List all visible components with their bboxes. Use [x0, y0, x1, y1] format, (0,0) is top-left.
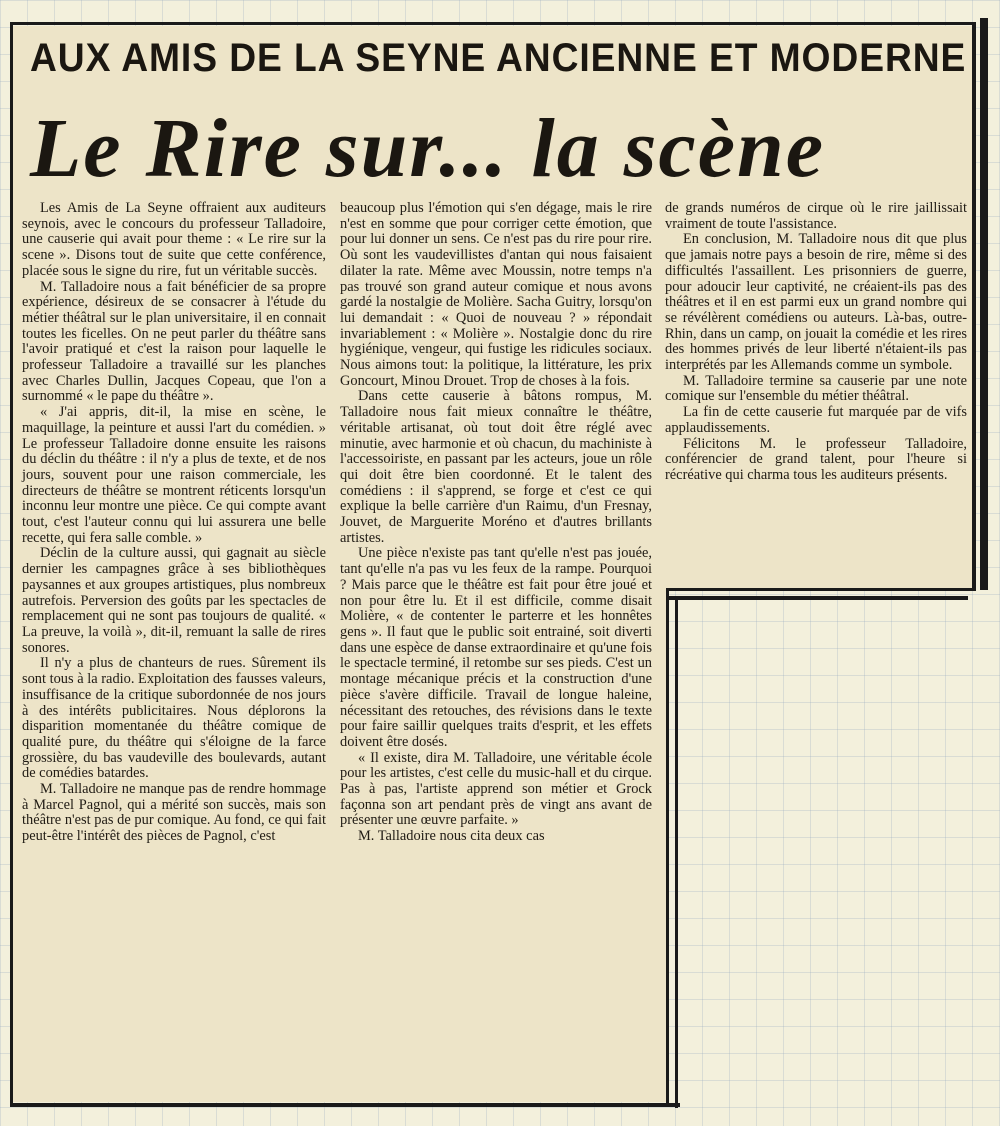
paragraph: Déclin de la culture aussi, qui gagnait au siècle dernier les campagnes grâce à ses bibliothèques paysannes et aux groupes artistiques, plus nombreux autrefois. Perversion des goûts par les spectacles de remplacement qui ne sont pas toujours de qualité. « La preuve, la voilà », dit-il, remuant la salle de rires sonores.: [22, 545, 326, 656]
paragraph: En conclusion, M. Talladoire nous dit que plus que jamais notre pays a besoin de rire, même si des difficultés l'assaillent. Les prisonniers de guerre, pour adoucir leur captivité, ne créaient-ils pas des théâtres et il en est parmi eux un grand nombre qui se révélèrent comédiens ou auteurs. Là-bas, outre-Rhin, dans un camp, on jouait la comédie et les rires des hommes privés de leur liberté n'étaient-ils pas interprétés par les Allemands comme un symbole.: [665, 231, 967, 374]
paragraph: M. Talladoire nous a fait bénéficier de sa propre expérience, désireux de se consacrer à l'étude du métier théâtral sur le plan universitaire, il en connait toutes les ficelles. On ne peut parler du théâtre sans l'avoir pratiqué et c'est la raison pour laquelle le professeur Talladoire a travaillé sur les planches avec Charles Dullin, Jacques Copeau, que l'on a surnommé « le pape du théâtre ».: [22, 278, 326, 405]
article-column-2: [340, 201, 652, 845]
border-rule: [980, 18, 988, 590]
article-kicker: AUX AMIS DE LA SEYNE ANCIENNE ET MODERNE: [30, 36, 967, 80]
paragraph: M. Talladoire termine sa causerie par une note comique sur l'ensemble du métier théâtral.: [665, 372, 967, 405]
paragraph: Il n'y a plus de chanteurs de rues. Sûrement ils sont tous à la radio. Exploitation des fausses valeurs, insuffisance de la critique subordonnée de nos jours à des intérêts publicitaires. Nous déplorons la disparition momentanée du théâtre comique de qualité pure, du théâtre qui s'éloigne de la farce grossière, du bas vaudeville des boulevards, autant de comédies batardes.: [22, 655, 326, 782]
article-headline: Le Rire sur... la scène: [30, 102, 825, 195]
paragraph: M. Talladoire nous cita deux cas: [358, 828, 545, 845]
paragraph: M. Talladoire ne manque pas de rendre hommage à Marcel Pagnol, qui a mérité son succès, mais son théâtre n'est pas de pur comique. Au fond, ce qui fait peut-être l'intérêt des pièces de Pagnol, c'est: [22, 781, 326, 845]
border-rule: [675, 598, 678, 1108]
border-rule: [10, 24, 13, 1106]
paragraph: Félicitons M. le professeur Talladoire, conférencier de grand talent, pour l'heure si récréative qui charma tous les auditeurs présents.: [665, 435, 967, 483]
paragraph: « J'ai appris, dit-il, la mise en scène, le maquillage, la peinture et aussi l'art du comédien. » Le professeur Talladoire donne ensuite les raisons du déclin du théâtre : il n'y a plus de texte, et de nos jours, souvent pour une raison commerciale, les directeurs de théâtre se montrent réticents lorsqu'un inconnu leur montre une pièce. Ce qui compte avant tout, c'est l'auteur connu qui lui assurera une belle recette, qui fera salle comble. »: [22, 404, 326, 546]
border-rule: [10, 22, 976, 25]
border-rule: [666, 588, 976, 591]
paragraph: Les Amis de La Seyne offraient aux auditeurs seynois, avec le concours du professeur Talladoire, une causerie qui avait pour theme : « Le rire sur la scene ». Disons tout de suite que cette conférence, placée sous le signe du rire, fut un véritable succès.: [22, 200, 326, 279]
border-rule: [666, 588, 669, 1106]
article-column-1: [22, 201, 326, 845]
border-rule: [972, 22, 976, 590]
border-rule: [668, 596, 968, 600]
paragraph: La fin de cette causerie fut marquée par de vifs applaudissements.: [665, 404, 967, 436]
article-column-3: [665, 201, 967, 484]
paragraph: beaucoup plus l'émotion qui s'en dégage, mais le rire n'est en somme que pour corriger cette émotion, que pour lui donner un sens. Ce n'est pas du rire pour rire. Où sont les vaudevillistes d'antan qui nous faisaient dilater la rate. Même avec Moussin, notre temps n'a pas trouvé son grand auteur comique et nous avons gardé la nostalgie de Molière. Sacha Guitry, lorsqu'on lui demandait : « Quoi de nouveau ? » répondait invariablement : « Molière ». Nostalgie donc du rire hygiénique, vengeur, qui fustige les ridicules sociaux. Nous aimons tout: la politique, la littérature, les prix Goncourt, Minou Drouet. Trop de choses à la fois.: [340, 200, 652, 389]
paragraph: de grands numéros de cirque où le rire jaillissait vraiment de toute l'assistance.: [665, 200, 967, 232]
paragraph: « Il existe, dira M. Talladoire, une véritable école pour les artistes, c'est celle du music-hall et du cirque. Pas à pas, l'artiste apprend son métier et Grock façonna son art pendant près de vingt ans avant de présenter une œuvre parfaite. »: [340, 749, 652, 829]
paragraph: Une pièce n'existe pas tant qu'elle n'est pas jouée, tant qu'elle n'a pas vu les feux de la rampe. Pourquoi ? Mais parce que le théâtre est fait pour être joué et non pour être lu. Et il est difficile, comme disait Molière, « de contenter le parterre et les honnêtes gens ». Il faut que le public soit entrainé, soit diverti dans une espèce de danse extraordinaire et qu'une fois le spectacle terminé, il retombe sur ses pieds. C'est un montage mécanique précis et la construction d'une pièce s'avère difficile. Travail de longue haleine, nécessitant des retouches, des révisions dans le texte pour faire saillir quelques traits d'esprit, et les effets doivent être dosés.: [340, 545, 652, 750]
border-rule: [10, 1103, 680, 1107]
paragraph: Dans cette causerie à bâtons rompus, M. Talladoire nous fait mieux connaître le théâtre, véritable artisanat, où tout doit être réglé avec minutie, avec harmonie et où chacun, du machiniste à l'accessoiriste, en passant par les acteurs, joue un rôle qui doit être bien coordonné. Et le talent des comédiens : il s'apprend, se forge et c'est ce qui explique la belle carrière d'un Raimu, d'un Fresnay, Jouvet, de Marguerite Moréno et d'autres brillants artistes.: [340, 388, 652, 546]
